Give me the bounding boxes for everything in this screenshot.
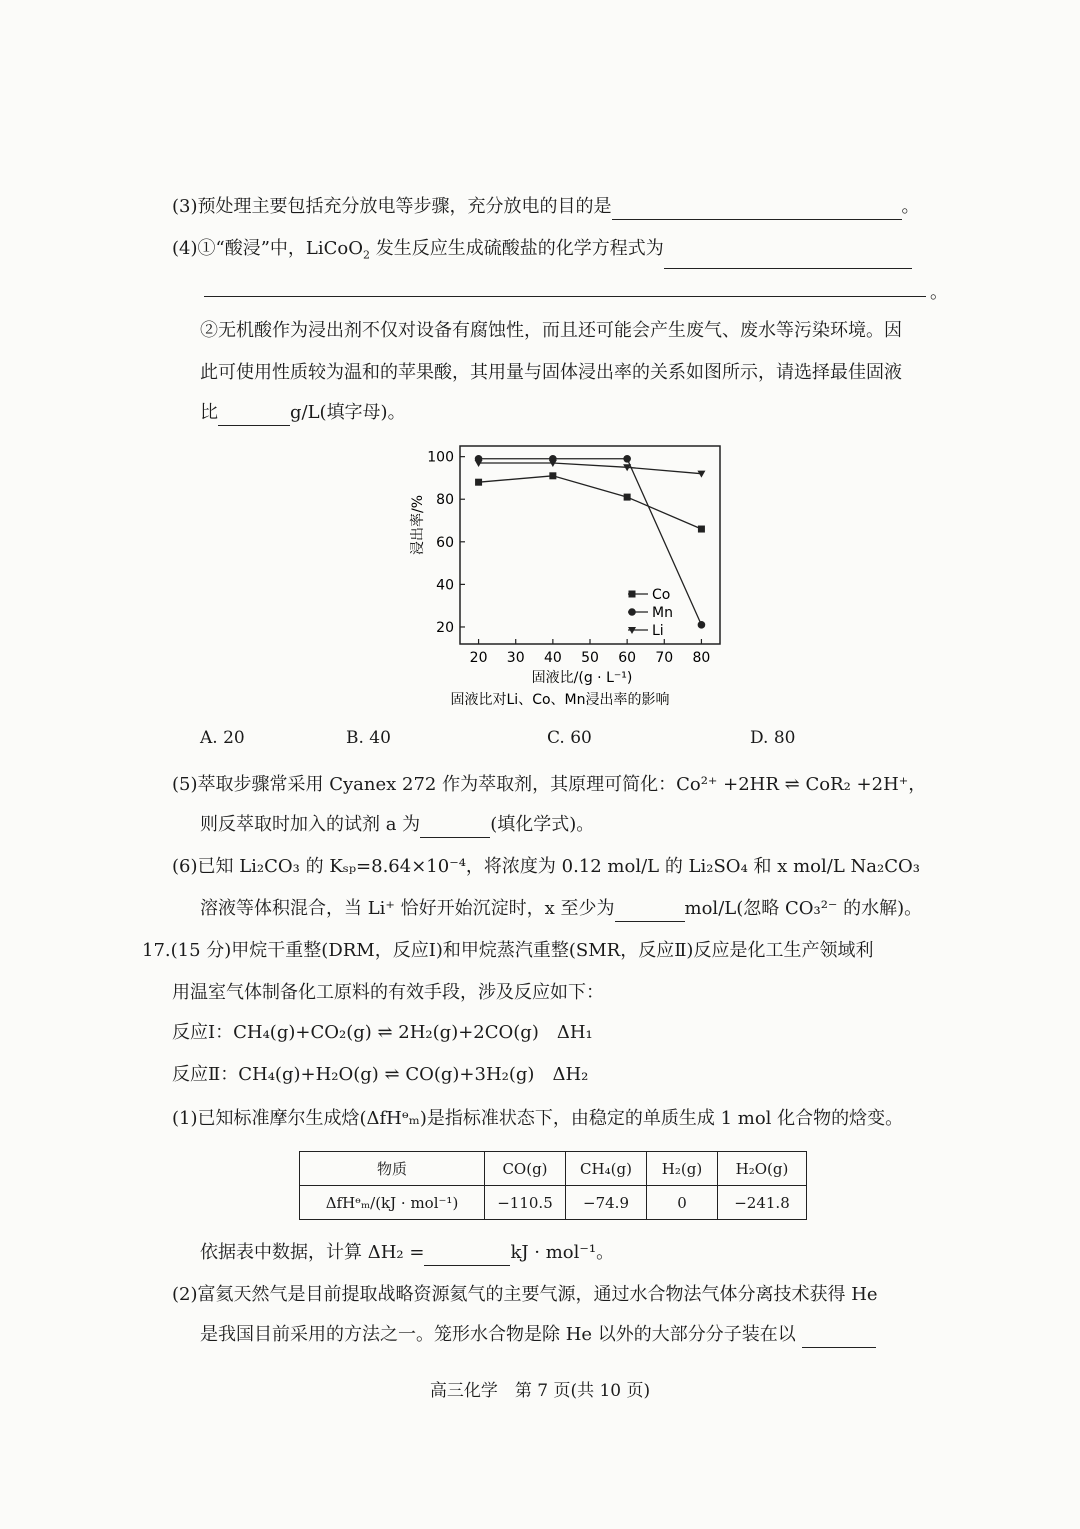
x-tick-label: 70 (655, 650, 674, 666)
text: g/L(填字母)。 (290, 402, 406, 423)
option-a[interactable]: A. 20 (200, 728, 245, 748)
reaction-1: 反应Ⅰ：CH₄(g)+CO₂(g) ⇌ 2H₂(g)+2CO(g) ΔH₁ (172, 1022, 593, 1043)
table-header-row (300, 1152, 807, 1186)
question-17-line2: 用温室气体制备化工原料的有效手段，涉及反应如下： (172, 982, 604, 1003)
series-line-co (479, 476, 702, 529)
question-6-line2 (200, 896, 922, 922)
legend-label-mn: Mn (652, 605, 673, 621)
chart-caption: 固液比对Li、Co、Mn浸出率的影响 (450, 692, 670, 708)
calc-line (200, 1240, 614, 1266)
plot-frame (460, 446, 720, 644)
x-tick-label: 60 (618, 650, 637, 666)
table-row (300, 1186, 807, 1220)
option-d[interactable]: D. 80 (750, 728, 796, 748)
enthalpy-table (299, 1151, 807, 1220)
data-point-li (697, 471, 705, 478)
question-4-text-cont: 发生反应生成硫酸盐的化学方程式为 (369, 238, 664, 259)
period: 。 (930, 282, 948, 303)
text: 是我国目前采用的方法之一。笼形水合物是除 He 以外的大部分分子装在以 (200, 1324, 796, 1345)
answer-blank[interactable] (615, 901, 685, 922)
table-cell: −110.5 (485, 1186, 566, 1220)
option-b[interactable]: B. 40 (346, 728, 391, 748)
legend-marker (629, 591, 636, 598)
legend-label-li: Li (652, 623, 664, 639)
question-3-text: (3)预处理主要包括充分放电等步骤，充分放电的目的是 (172, 196, 612, 217)
answer-blank[interactable] (424, 1245, 510, 1266)
question-4-text: (4)①“酸浸”中，LiCoO (172, 238, 363, 259)
answer-blank[interactable] (218, 405, 290, 426)
answer-blank[interactable] (612, 199, 902, 220)
data-point-co (698, 526, 705, 533)
answer-blank[interactable] (420, 817, 490, 838)
answer-blank[interactable] (802, 1327, 876, 1348)
y-tick-label: 40 (436, 577, 454, 594)
table-header: 物质 (300, 1152, 485, 1186)
subscript: 2 (362, 248, 370, 262)
table-cell: −74.9 (566, 1186, 647, 1220)
question-5-line1: (5)萃取步骤常采用 Cyanex 272 作为萃取剂，其原理可简化：Co²⁺ +2HR ⇌ CoR₂ +2H⁺， (172, 774, 927, 795)
x-tick-label: 30 (506, 650, 525, 666)
reaction-2: 反应Ⅱ：CH₄(g)+H₂O(g) ⇌ CO(g)+3H₂(g) ΔH₂ (172, 1064, 589, 1085)
text: kJ · mol⁻¹。 (510, 1242, 615, 1263)
y-tick-label: 20 (436, 619, 454, 636)
data-point-co (549, 472, 556, 479)
question-17-line1: 17.(15 分)甲烷干重整(DRM，反应Ⅰ)和甲烷蒸汽重整(SMR，反应Ⅱ)反应是化工生产领域利 (142, 940, 874, 961)
table-header: H₂O(g) (718, 1152, 807, 1186)
text: 则反萃取时加入的试剂 a 为 (200, 814, 421, 835)
period: 。 (901, 196, 920, 217)
x-tick-label: 20 (469, 650, 488, 666)
x-tick-label: 40 (543, 650, 562, 666)
option-c[interactable]: C. 60 (547, 728, 592, 748)
question-17-part1: (1)已知标准摩尔生成焓(ΔfHᶱₘ)是指标准状态下，由稳定的单质生成 1 mol 化合物的焓变。 (172, 1108, 904, 1129)
answer-blank[interactable] (664, 248, 912, 269)
question-4-part1 (172, 236, 912, 269)
table-cell: −241.8 (718, 1186, 807, 1220)
y-tick-label: 60 (436, 534, 454, 551)
data-point-co (475, 479, 482, 486)
question-4-part2-line1: ②无机酸作为浸出剂不仅对设备有腐蚀性，而且还可能会产生废气、废水等污染环境。因 (200, 320, 902, 341)
data-point-co (624, 494, 631, 501)
table-cell: 0 (647, 1186, 718, 1220)
question-17-part2-line2 (200, 1322, 876, 1348)
data-point-mn (698, 621, 706, 629)
y-axis-label: 浸出率/% (410, 494, 426, 556)
text: (填化学式)。 (490, 814, 595, 835)
answer-line[interactable] (204, 296, 926, 297)
table-header: CH₄(g) (566, 1152, 647, 1186)
page-footer: 高三化学 第 7 页(共 10 页) (429, 1381, 651, 1401)
table-header: H₂(g) (647, 1152, 718, 1186)
x-tick-label: 80 (692, 650, 711, 666)
data-point-mn (623, 455, 631, 463)
series-line-li (479, 463, 702, 474)
legend-label-co: Co (652, 587, 671, 603)
leaching-rate-chart (400, 440, 740, 710)
text: 依据表中数据，计算 ΔH₂ = (200, 1242, 425, 1263)
question-3 (172, 194, 920, 220)
x-tick-label: 50 (581, 650, 599, 666)
legend-marker (628, 608, 636, 616)
question-5-line2 (200, 812, 594, 838)
y-tick-label: 80 (436, 492, 454, 509)
question-6-line1: (6)已知 Li₂CO₃ 的 Kₛₚ=8.64×10⁻⁴，将浓度为 0.12 mol/L 的 Li₂SO₄ 和 x mol/L Na₂CO₃ (172, 856, 920, 877)
table-header: CO(g) (485, 1152, 566, 1186)
table-cell: ΔfHᶱₘ/(kJ · mol⁻¹) (300, 1186, 485, 1220)
question-4-part2-line2: 此可使用性质较为温和的苹果酸，其用量与固体浸出率的关系如图所示，请选择最佳固液 (200, 362, 902, 383)
text: 溶液等体积混合，当 Li⁺ 恰好开始沉淀时，x 至少为 (200, 898, 615, 919)
y-tick-label: 100 (427, 449, 454, 466)
text: mol/L(忽略 CO₃²⁻ 的水解)。 (684, 898, 923, 919)
text: 比 (200, 402, 218, 423)
chart-svg (400, 440, 740, 710)
x-axis-label: 固液比/(g · L⁻¹) (531, 670, 633, 686)
question-17-part2-line1: (2)富氦天然气是目前提取战略资源氦气的主要气源，通过水合物法气体分离技术获得 He (172, 1284, 878, 1305)
question-4-part2-line3 (200, 400, 406, 426)
